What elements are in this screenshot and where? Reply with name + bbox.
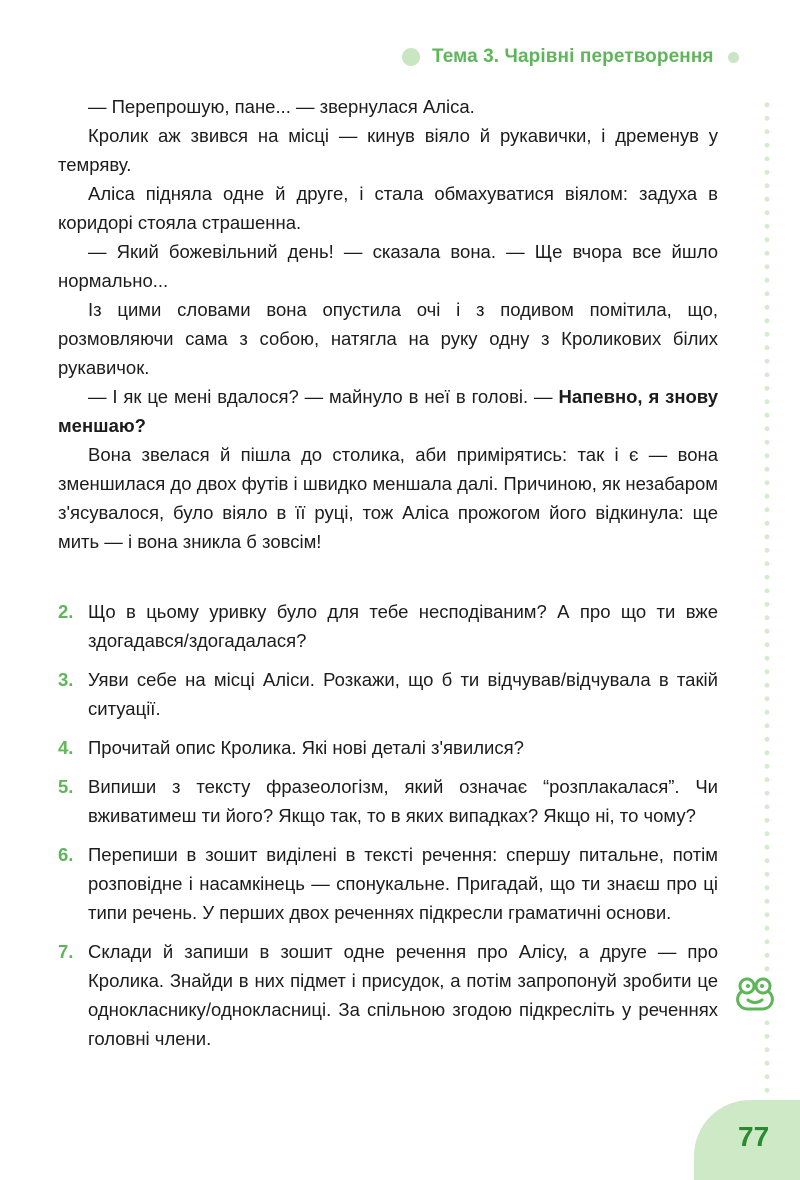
frog-face-icon: [733, 975, 777, 1013]
task-number: 6.: [58, 844, 74, 865]
topic-title: Тема 3. Чарівні перетворення: [432, 46, 714, 67]
task-list: [58, 597, 718, 1063]
highlighted-sentence: Напевно, я знову меншаю?: [58, 386, 718, 436]
task-text: Випиши з тексту фразеологізм, який означає “розплакалася”. Чи вживатимеш ти його? Якщо так, то в яких випадках? Якщо ні, то чому?: [88, 776, 718, 826]
story-paragraph: Кролик аж звився на місці — кинув віяло й рукавички, і дременув у темряву.: [58, 125, 718, 175]
header-small-dot-icon: [728, 52, 739, 63]
story-excerpt: [58, 92, 718, 556]
story-paragraph: — Який божевільний день! — сказала вона. — Ще вчора все йшло нормально...: [58, 241, 718, 291]
task-number: 5.: [58, 776, 74, 797]
margin-dotted-line: [762, 98, 772, 1108]
story-paragraph: [58, 382, 718, 440]
task-text: Прочитай опис Кролика. Які нові деталі з'явилися?: [88, 737, 524, 758]
task-item: [58, 937, 718, 1053]
task-item: [58, 840, 718, 927]
story-paragraph: Із цими словами вона опустила очі і з подивом помітила, що, розмовляючи сама з собою, натягла на руку одну з Кроликових білих рукавичок.: [58, 299, 718, 378]
page-number: 77: [738, 1121, 770, 1152]
task-text: Склади й запиши в зошит одне речення про Алісу, а друге — про Кролика. Знайди в них підмет і присудок, а потім запропонуй зробити це однокласнику/однокласниці. За спільною згодою підкресліть у реченнях головні члени.: [88, 941, 718, 1049]
task-item: [58, 772, 718, 830]
task-number: 3.: [58, 669, 74, 690]
task-text: Уяви себе на місці Аліси. Розкажи, що б ти відчував/відчувала в такій ситуації.: [88, 669, 718, 719]
story-paragraph: Вона звелася й пішла до столика, аби примірятись: так і є — вона зменшилася до двох футів і швидко меншала далі. Причиною, як незабаром з'ясувалося, було віяло в її руці, тож Аліса прожогом його відкинула: ще мить — і вона зникла б зовсім!: [58, 444, 718, 552]
task-item: [58, 597, 718, 655]
page-header: [402, 42, 739, 72]
task-number: 4.: [58, 737, 74, 758]
story-paragraph: — Перепрошую, пане... — звернулася Аліса.: [88, 96, 475, 117]
task-number: 7.: [58, 941, 74, 962]
task-item: [58, 665, 718, 723]
header-dot-icon: [402, 48, 420, 66]
task-number: 2.: [58, 601, 74, 622]
task-text: Що в цьому уривку було для тебе несподіваним? А про що ти вже здогадався/здогадалася?: [88, 601, 718, 651]
task-text: Перепиши в зошит виділені в тексті речення: спершу питальне, потім розповідне і насамкінець — спонукальне. Пригадай, що ти знаєш про ці типи речень. У перших двох реченнях підкресли граматичні основи.: [88, 844, 718, 923]
task-item: [58, 733, 718, 762]
story-text: — І як це мені вдалося? — майнуло в неї в голові. —: [88, 386, 559, 407]
story-paragraph: Аліса підняла одне й друге, і стала обмахуватися віялом: задуха в коридорі стояла страшенна.: [58, 183, 718, 233]
